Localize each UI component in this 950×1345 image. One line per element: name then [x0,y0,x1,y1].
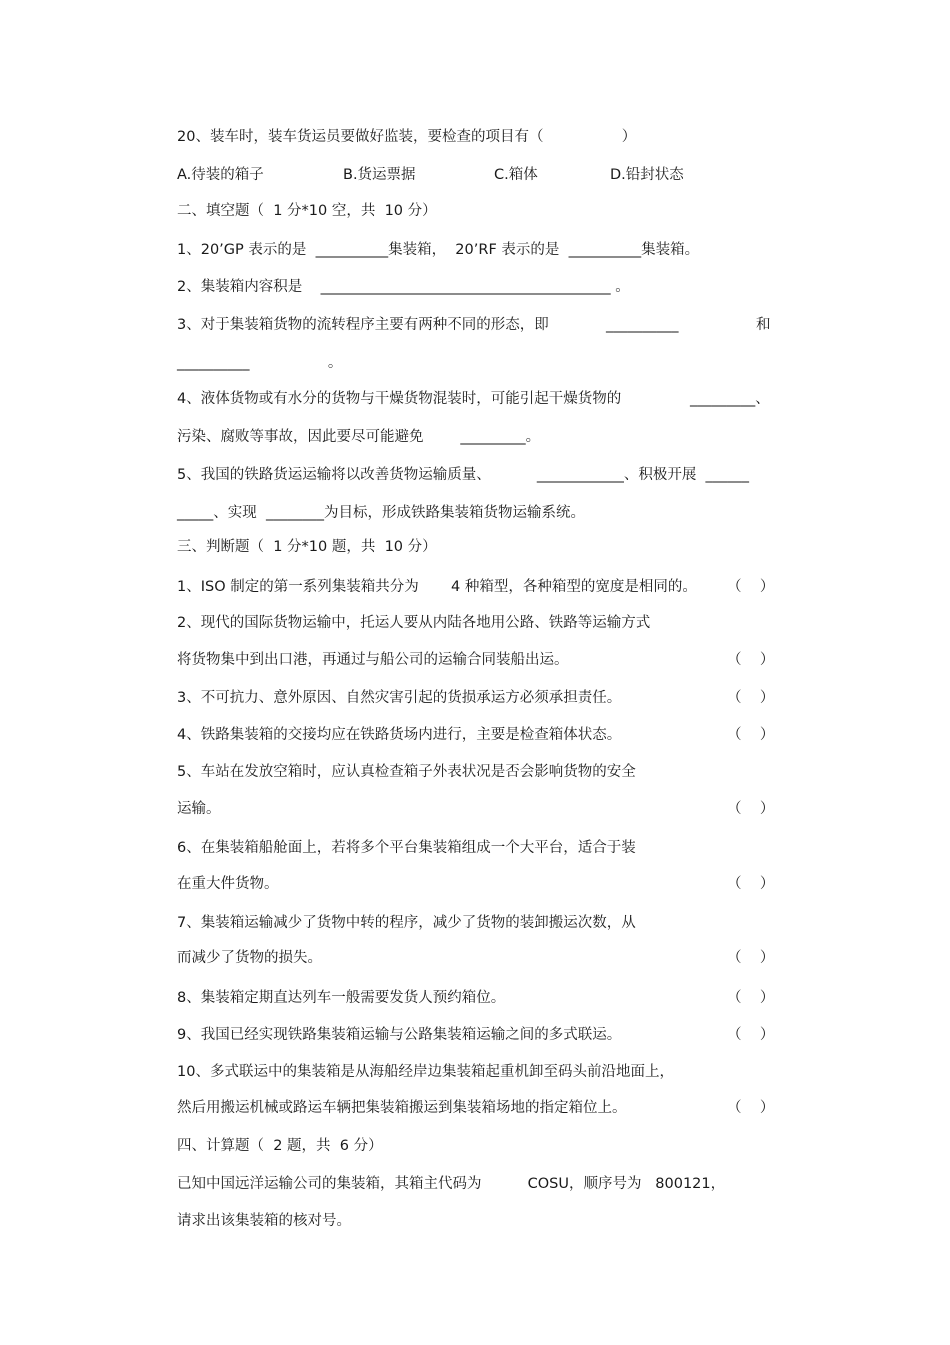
judge-section-heading: 三、判断题（ 1 分*10 题，共 10 分） [177,539,437,555]
judge-answer-paren-8: （ ） [727,990,775,1006]
fill-question-4-line1: 4、液体货物或有水分的货物与干燥货物混装时，可能引起干燥货物的 [177,391,622,407]
judge-question-9: 9、我国已经实现铁路集装箱运输与公路集装箱运输之间的多式联运。 [177,1027,622,1043]
calc-section-heading: 四、计算题（ 2 题，共 6 分） [177,1138,383,1154]
mc-option-b: B.货运票据 [343,167,416,183]
judge-question-6-line1: 6、在集装箱船舱面上，若将多个平台集装箱组成一个大平台，适合于装 [177,840,636,856]
judge-answer-paren-10: （ ） [727,1100,775,1116]
mc-question-20: 20、装车时，装车货运员要做好监装，要检查的项目有（ ） [177,129,637,145]
judge-answer-paren-5: （ ） [727,801,775,817]
fill-question-3-line2: __________ 。 [177,355,343,371]
judge-question-7-line1: 7、集装箱运输减少了货物中转的程序，减少了货物的装卸搬运次数，从 [177,915,636,931]
fill-question-4-line2: 污染、腐败等事故，因此要尽可能避免 _________。 [177,429,541,445]
judge-answer-paren-3: （ ） [727,690,775,706]
judge-answer-paren-6: （ ） [727,876,775,892]
fill-question-3-line1: 3、对于集装箱货物的流转程序主要有两种不同的形态，即 [177,317,549,333]
judge-question-4: 4、铁路集装箱的交接均应在铁路货场内进行，主要是检查箱体状态。 [177,727,622,743]
fill-question-4-blank: _________、 [690,391,770,407]
fill-question-5-line1: 5、我国的铁路货运运输将以改善货物运输质量、 ____________、积极开展 ______ [177,467,750,483]
mc-option-a: A.待装的箱子 [177,167,264,183]
judge-answer-paren-9: （ ） [727,1027,775,1043]
mc-option-d: D.铅封状态 [610,167,684,183]
judge-question-6-line2: 在重大件货物。 [177,876,279,892]
fill-section-heading: 二、填空题（ 1 分*10 空，共 10 分） [177,203,437,219]
judge-answer-paren-7: （ ） [727,950,775,966]
calc-question-line2: 请求出该集装箱的核对号。 [177,1213,351,1229]
judge-question-10-line1: 10、多式联运中的集装箱是从海船经岸边集装箱起重机卸至码头前沿地面上， [177,1064,674,1080]
mc-option-c: C.箱体 [494,167,538,183]
judge-answer-paren-2: （ ） [727,652,775,668]
fill-question-3-blank: __________ [606,317,679,333]
judge-question-2-line2: 将货物集中到出口港，再通过与船公司的运输合同装船出运。 [177,652,569,668]
judge-question-2-line1: 2、现代的国际货物运输中，托运人要从内陆各地用公路、铁路等运输方式 [177,615,651,631]
judge-answer-paren-1: （ ） [727,579,775,595]
judge-question-7-line2: 而减少了货物的损失。 [177,950,322,966]
fill-question-1: 1、20’GP 表示的是 __________集装箱， 20’RF 表示的是 __________集装箱。 [177,242,700,258]
judge-question-1: 1、ISO 制定的第一系列集装箱共分为 4 种箱型，各种箱型的宽度是相同的。 [177,579,697,595]
calc-question-line1: 已知中国远洋运输公司的集装箱，其箱主代码为 COSU，顺序号为 800121， [177,1176,726,1192]
judge-question-5-line1: 5、车站在发放空箱时，应认真检查箱子外表状况是否会影响货物的安全 [177,764,636,780]
judge-question-5-line2: 运输。 [177,801,221,817]
fill-question-2: 2、集装箱内容积是 ________________________________________ 。 [177,279,630,295]
judge-answer-paren-4: （ ） [727,727,775,743]
fill-question-5-line2: _____、实现 ________为目标，形成铁路集装箱货物运输系统。 [177,505,585,521]
judge-question-10-line2: 然后用搬运机械或路运车辆把集装箱搬运到集装箱场地的指定箱位上。 [177,1100,627,1116]
judge-question-8: 8、集装箱定期直达列车一般需要发货人预约箱位。 [177,990,506,1006]
judge-question-3: 3、不可抗力、意外原因、自然灾害引起的货损承运方必须承担责任。 [177,690,622,706]
fill-question-3-and: 和 [756,317,771,333]
